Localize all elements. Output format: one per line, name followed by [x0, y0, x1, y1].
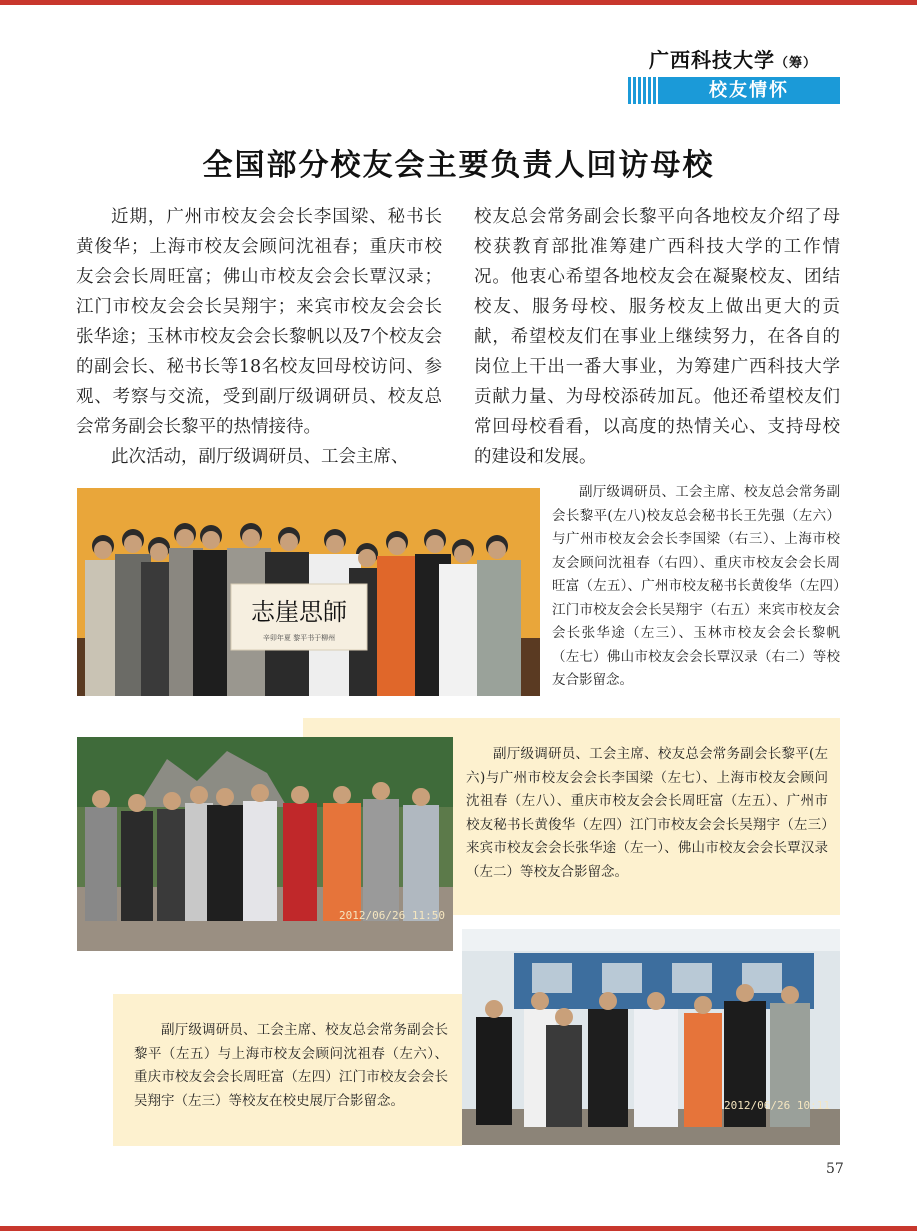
section-stripes	[628, 77, 658, 104]
body-column-left	[76, 202, 442, 472]
photo-2-caption: 副厅级调研员、工会主席、校友总会常务副会长黎平(左六)与广州市校友会会长李国梁（左七）、上海市校友会顾问沈祖春（左八）、重庆市校友会会长周旺富（左五）、广州市校友秘书长黄俊华（左四）江门市校友会会长吴翔宇（左三）来宾市校友会会长张华途（左一）、佛山市校友会会长覃汉录（左二）等校友合影留念。	[466, 746, 828, 880]
section-label: 校友情怀	[658, 77, 840, 104]
calligraphy-inscription: 辛卯年夏 黎平书于柳州	[262, 634, 336, 642]
group-photo-exhibition-hall	[462, 929, 840, 1145]
bottom-rule	[0, 1226, 917, 1231]
photo-1-caption: 副厅级调研员、工会主席、校友总会常务副会长黎平(左八)校友总会秘书长王先强（左六）与广州市校友会会长李国梁（右三）、上海市校友会顾问沈祖春（右四）、重庆市校友会会长周旺富（左五）、广州市校友秘书长黄俊华（左四）江门市校友会会长吴翔宇（右五）来宾市校友会会长张华途（左三）、玉林市校友会会长黎帆（左七）佛山市校友会会长覃汉录（右二）等校友合影留念。	[552, 484, 840, 688]
paragraph-1: 近期，广州市校友会会长李国梁、秘书长黄俊华；上海市校友会顾问沈祖春；重庆市校友会会长周旺富；佛山市校友会会长覃汉录；江门市校友会会长吴翔宇；来宾市校友会会长张华途；玉林市校友会会长黎帆以及7个校友会的副会长、秘书长等18名校友回母校访问、参观、考察与交流，受到副厅级调研员、校友总会常务副会长黎平的热情接待。	[76, 207, 442, 437]
group-photo-calligraphy	[77, 488, 540, 696]
photo-3-timestamp: 2012/06/26 10:11	[724, 1099, 830, 1112]
paragraph-2-continued: 校友总会常务副会长黎平向各地校友介绍了母校获教育部批准筹建广西科技大学的工作情况。他衷心希望各地校友会在凝聚校友、团结校友、服务母校、服务校友上做出更大的贡献，希望校友们在事业上继续努力，在各自的岗位上干出一番大事业，为筹建广西科技大学贡献力量、为母校添砖加瓦。他还希望校友们常回母校看看，以高度的热情关心、支持母校的建设和发展。	[474, 207, 840, 467]
top-rule	[0, 0, 917, 5]
paragraph-2: 此次活动，副厅级调研员、工会主席、	[111, 447, 409, 467]
group-photo-garden	[77, 737, 453, 951]
article-title: 全国部分校友会主要负责人回访母校	[202, 148, 715, 183]
calligraphy-text: 志崖思師	[251, 598, 347, 626]
school-suffix: （筹）	[774, 56, 817, 71]
page-number: 57	[826, 1161, 844, 1177]
body-column-right	[474, 202, 840, 472]
school-name: 广西科技大学（筹）	[648, 48, 817, 72]
magazine-masthead	[626, 44, 840, 73]
section-tag	[628, 77, 840, 104]
photo-2-timestamp: 2012/06/26 11:50	[339, 909, 445, 922]
photo-3-caption: 副厅级调研员、工会主席、校友总会常务副会长黎平（左五）与上海市校友会顾问沈祖春（左六）、重庆市校友会会长周旺富（左四）江门市校友会会长吴翔宇（左三）等校友在校史展厅合影留念。	[134, 1022, 448, 1109]
